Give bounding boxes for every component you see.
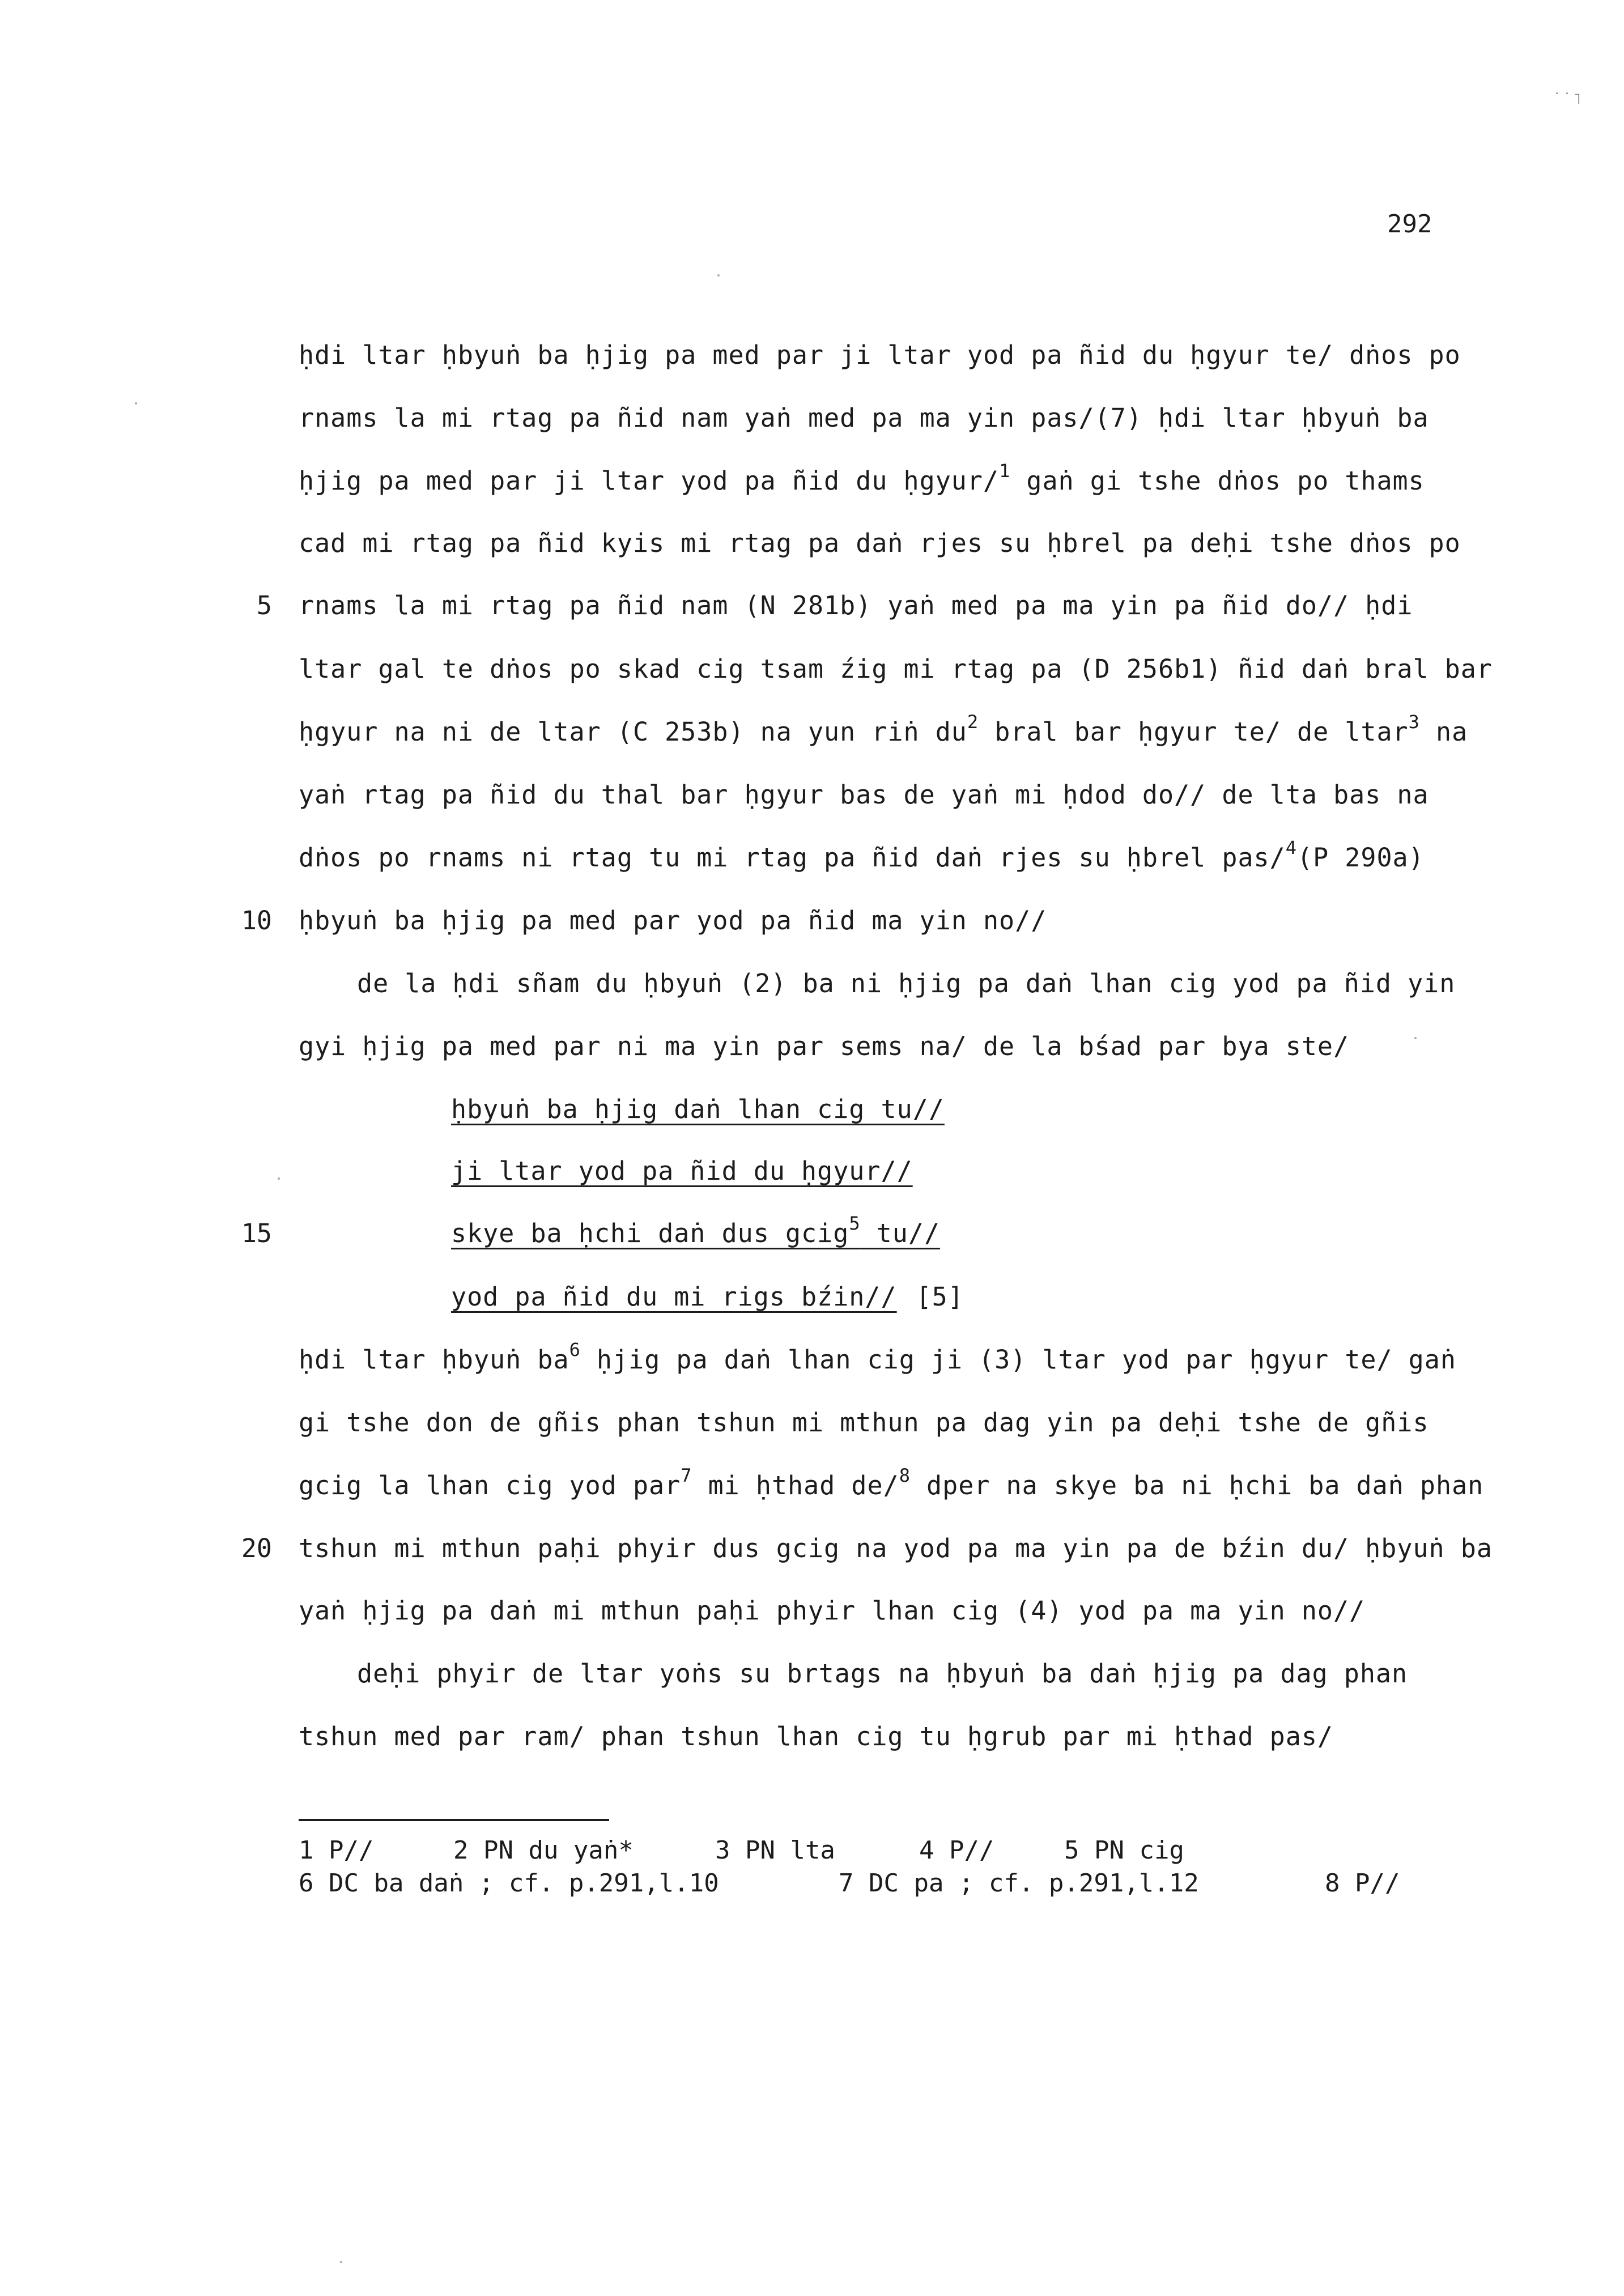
text-line: ḥdi ltar ḥbyuṅ ba ḥjig pa med par ji ltar yod pa ñid du ḥgyur te/ dṅos po	[299, 340, 1461, 370]
text-line: yaṅ rtag pa ñid du thal bar ḥgyur bas de yaṅ mi ḥdod do// de lta bas na	[299, 780, 1429, 810]
text-line: tshun mi mthun paḥi phyir dus gcig na yod pa ma yin pa de bźin du/ ḥbyuṅ ba	[299, 1533, 1493, 1563]
verse-line: skye ba ḥchi daṅ dus gcig$^5$ tu//	[451, 1213, 941, 1248]
note-marker: 7	[681, 1465, 692, 1486]
text-line: ḥbyuṅ ba ḥjig pa med par yod pa ñid ma yin no//	[299, 905, 1047, 936]
text-line: rnams la mi rtag pa ñid nam yaṅ med pa ma yin pas/(7) ḥdi ltar ḥbyuṅ ba	[299, 403, 1429, 433]
footnote: 4 P//	[919, 1836, 994, 1865]
text-line: tshun med par ram/ phan tshun lhan cig tu ḥgrub par mi ḥthad pas/	[299, 1721, 1333, 1751]
text-line: ltar gal te dṅos po skad cig tsam źig mi rtag pa (D 256b1) ñid daṅ bral bar	[299, 654, 1493, 684]
footnote: 3 PN lta	[715, 1836, 835, 1865]
text-line: gi tshe don de gñis phan tshun mi mthun pa dag yin pa deḥi tshe de gñis	[299, 1408, 1429, 1438]
verse-number: [5]	[916, 1282, 964, 1312]
verse-line: ji ltar yod pa ñid du ḥgyur//	[451, 1156, 913, 1186]
text-line: yaṅ ḥjig pa daṅ mi mthun paḥi phyir lhan cig (4) yod pa ma yin no//	[299, 1596, 1366, 1626]
footnote: 7 DC pa ; cf. p.291,l.12	[839, 1869, 1199, 1898]
text-line: gcig la lhan cig yod par$^7$ mi ḥthad de/$^8$ dper na skye ba ni ḥchi ba daṅ phan	[299, 1465, 1484, 1500]
note-marker: 3	[1408, 711, 1420, 733]
paragraph-start: de la ḥdi sñam du ḥbyuṅ (2) ba ni ḥjig pa daṅ lhan cig yod pa ñid yin	[357, 968, 1456, 998]
note-marker: 2	[967, 711, 979, 733]
note-marker: 4	[1285, 837, 1297, 858]
text-line: cad mi rtag pa ñid kyis mi rtag pa daṅ rjes su ḥbrel pa deḥi tshe dṅos po	[299, 528, 1461, 558]
footnote: 5 PN cig	[1064, 1836, 1184, 1865]
footnote: 2 PN du yaṅ*	[453, 1836, 634, 1865]
text-line: rnams la mi rtag pa ñid nam (N 281b) yaṅ med pa ma yin pa ñid do// ḥdi	[299, 590, 1413, 620]
text-line: ḥdi ltar ḥbyuṅ $ba^6$ ḥjig pa daṅ lhan cig ji (3) ltar yod par ḥgyur te/ gaṅ	[299, 1339, 1456, 1375]
verse-line: yod pa ñid du mi rigs bźin// [5]	[451, 1282, 964, 1312]
footnote: 1 P//	[299, 1836, 374, 1865]
note-marker: 6	[569, 1339, 581, 1360]
text-line: ḥgyur na ni de ltar (C 253b) na yun riṅ $du^2$ bral bar ḥgyur te/ de ltar$^3$ na	[299, 711, 1468, 747]
line-number-20: 20	[241, 1533, 272, 1563]
note-marker: 8	[899, 1465, 911, 1486]
line-number-10: 10	[241, 905, 272, 936]
verse-line: ḥbyuṅ ba ḥjig daṅ lhan cig tu//	[451, 1094, 945, 1124]
line-number-5: 5	[256, 590, 272, 620]
scan-speck	[278, 1177, 280, 1180]
scan-speck	[717, 274, 720, 277]
line-number-15: 15	[241, 1218, 272, 1248]
paragraph-start: deḥi phyir de ltar yoṅs su brtags na ḥbyuṅ ba daṅ ḥjig pa dag phan	[357, 1659, 1408, 1689]
text-line: gyi ḥjig pa med par ni ma yin par sems na/ de la bśad par bya ste/	[299, 1031, 1350, 1061]
text-line: dṅos po rnams ni rtag tu mi rtag pa ñid daṅ rjes su ḥbrel pas/$^4$(P 290a)	[299, 837, 1425, 873]
scan-speck	[135, 402, 137, 405]
note-marker: 1	[999, 460, 1011, 482]
footnote: 6 DC ba daṅ ; cf. p.291,l.10	[299, 1869, 719, 1898]
scan-speck	[1414, 1037, 1417, 1039]
corner-mark: ˙˙˥	[1553, 91, 1583, 108]
text-line: ḥjig pa med par ji ltar yod pa ñid du ḥgyur/$^1$ gaṅ gi tshe dṅos po thams	[299, 460, 1425, 496]
scan-speck	[340, 2261, 342, 2263]
note-marker: 5	[849, 1213, 861, 1234]
page-number: 292	[1387, 210, 1432, 239]
footnote: 8 P//	[1325, 1869, 1400, 1898]
footnote-rule	[299, 1819, 609, 1821]
